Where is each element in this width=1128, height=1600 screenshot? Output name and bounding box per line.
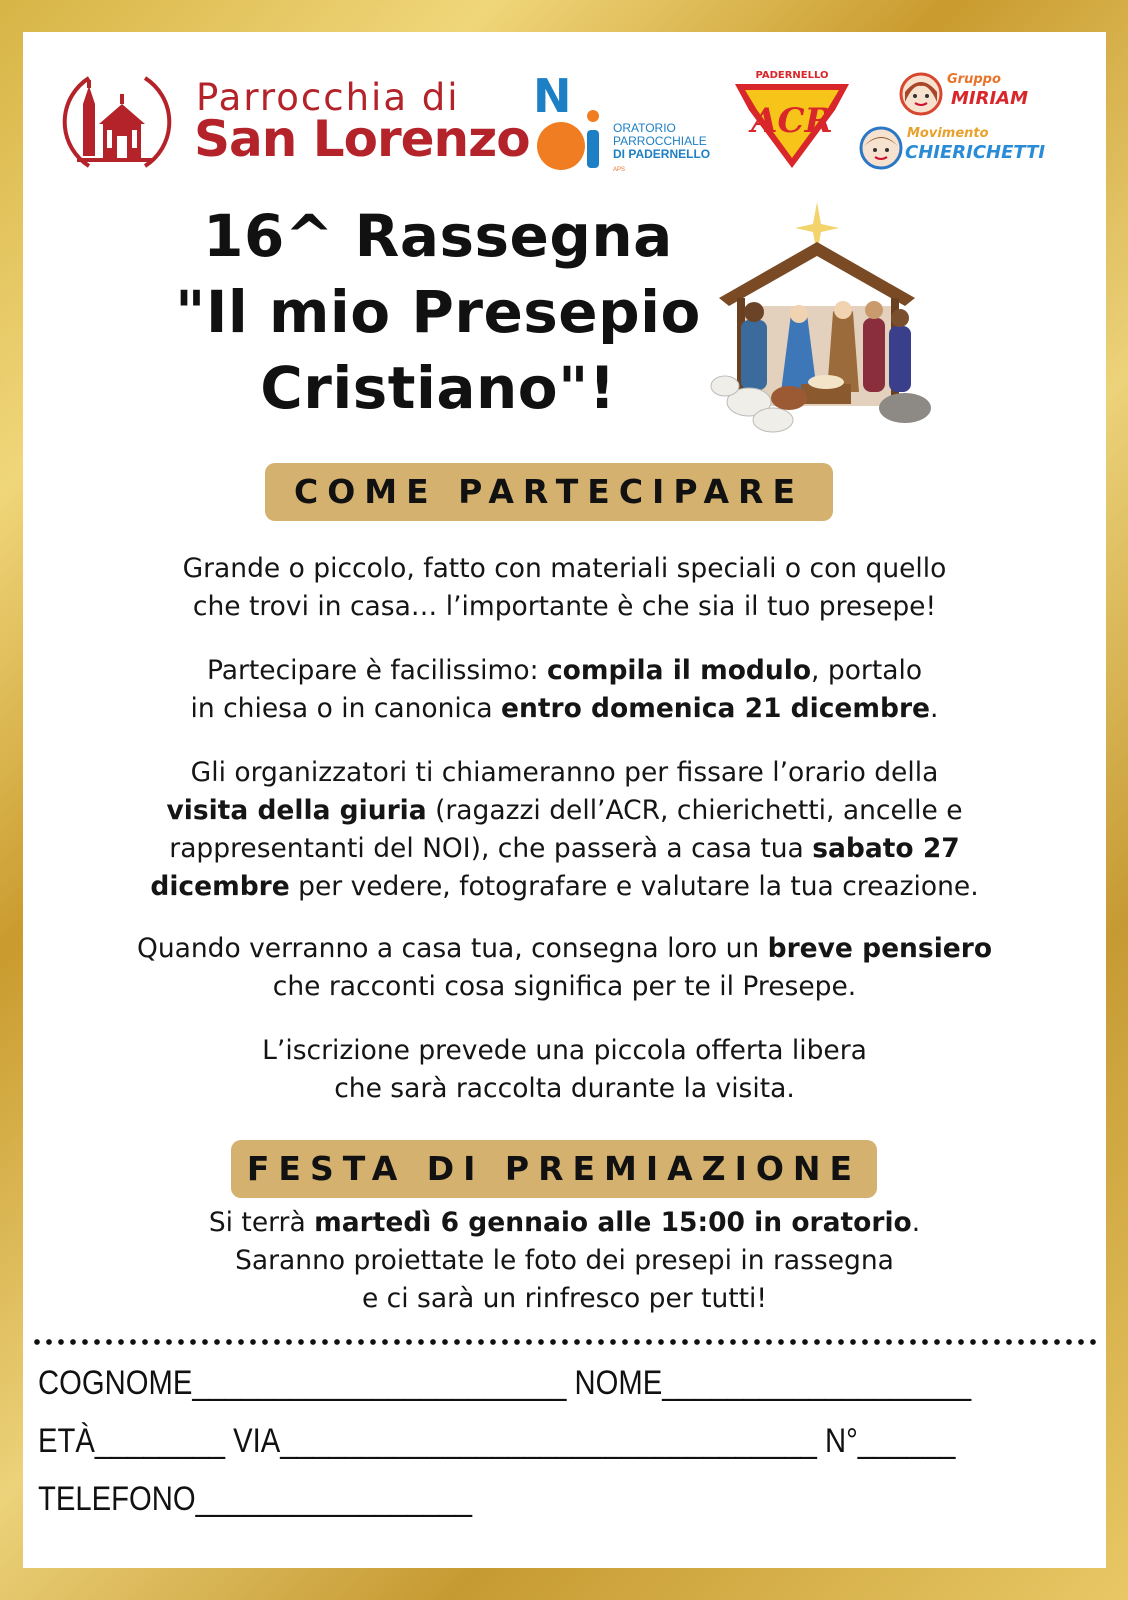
pensiero-text-b: che racconti cosa significa per te il Presepe. — [272, 971, 857, 1002]
acr-top-text: PADERNELLO — [755, 70, 829, 81]
acr-letters: ACR — [751, 101, 833, 141]
parrocchia-line2: San Lorenzo — [194, 110, 530, 168]
noi-line2: PARROCCHIALE — [613, 134, 707, 148]
chierichetti-logo — [859, 124, 1059, 172]
giuria-text-d: per vedere, fotografare e valutare la tua creazione. — [289, 871, 979, 902]
form-cognome-nome[interactable]: COGNOME_______________________ NOME___________________ — [38, 1364, 972, 1402]
premiazione-line2: Saranno proiettate le foto dei presepi in rassegna — [235, 1245, 894, 1276]
paragraph-premiazione — [63, 1204, 1066, 1318]
page-title — [173, 198, 703, 426]
giuria-bold-c: dicembre — [150, 871, 290, 902]
pensiero-bold: breve pensiero — [767, 933, 993, 964]
parrocchia-line1: Parrocchia di — [196, 76, 460, 119]
form-telefono[interactable]: TELEFONO_________________ — [38, 1480, 473, 1518]
flyer-sheet — [23, 32, 1106, 1568]
howto-text-c: in chiesa o in canonica — [190, 693, 502, 724]
howto-text-a: Partecipare è facilissimo: — [206, 655, 547, 686]
noi-oratorio-logo — [531, 72, 731, 172]
title-line3: Cristiano"! — [260, 354, 616, 422]
premiazione-text-b: . — [911, 1207, 921, 1238]
festa-premiazione-heading: FESTA DI PREMIAZIONE — [231, 1140, 877, 1198]
howto-text-b: , portalo — [811, 655, 923, 686]
offerta-line2: che sarà raccolta durante la visita. — [334, 1073, 795, 1104]
giuria-text-a: Gli organizzatori ti chiameranno per fissare l’orario della — [190, 757, 939, 788]
noi-line1: ORATORIO — [613, 121, 676, 135]
paragraph-giuria — [63, 754, 1066, 906]
giuria-bold-b: sabato 27 — [812, 833, 960, 864]
giuria-text-b: (ragazzi dell’ACR, chierichetti, ancelle e — [426, 795, 963, 826]
paragraph-how-to — [63, 652, 1066, 728]
title-line2: "Il mio Presepio — [175, 278, 701, 346]
chier-line2: CHIERICHETTI — [905, 142, 1046, 163]
paragraph-intro — [63, 550, 1066, 626]
gruppo-miriam-logo — [899, 70, 1049, 118]
paragraph-offerta — [63, 1032, 1066, 1108]
miriam-line2: MIRIAM — [951, 88, 1029, 109]
intro-line1: Grande o piccolo, fatto con materiali speciali o con quello — [182, 553, 947, 584]
miriam-face-icon — [899, 72, 943, 116]
cut-line-divider — [31, 1338, 1101, 1346]
form-eta-via-numero[interactable]: ETÀ________ VIA_________________________________ N°______ — [38, 1422, 956, 1460]
noi-line3: DI PADERNELLO — [613, 147, 711, 161]
pensiero-text-a: Quando verranno a casa tua, consegna loro un — [136, 933, 768, 964]
noi-aps: APS — [613, 167, 626, 173]
giuria-text-c: rappresentanti del NOI), che passerà a casa tua — [169, 833, 813, 864]
chier-line1: Movimento — [907, 126, 989, 141]
premiazione-line3: e ci sarà un rinfresco per tutti! — [361, 1283, 768, 1314]
noi-letter: N — [533, 72, 572, 123]
howto-bold-a: compila il modulo — [546, 655, 812, 686]
church-icon — [49, 66, 189, 176]
howto-text-d: . — [930, 693, 939, 724]
intro-line2: che trovi in casa… l’importante è che sia il tuo presepe! — [192, 591, 937, 622]
chierichetto-face-icon — [859, 126, 903, 170]
parrocchia-logo — [49, 66, 530, 176]
acr-shield-icon — [727, 64, 857, 174]
premiazione-text-a: Si terrà — [208, 1207, 315, 1238]
acr-logo — [727, 64, 857, 174]
title-line1: 16^ Rassegna — [203, 202, 673, 270]
nativity-scene-icon — [709, 202, 949, 437]
offerta-line1: L’iscrizione prevede una piccola offerta libera — [262, 1035, 867, 1066]
giuria-bold-a: visita della giuria — [166, 795, 427, 826]
paragraph-pensiero — [63, 930, 1066, 1006]
miriam-line1: Gruppo — [947, 72, 1001, 87]
noi-mark-icon — [531, 72, 611, 172]
noi-text — [613, 122, 710, 174]
howto-bold-b: entro domenica 21 dicembre — [501, 693, 931, 724]
come-partecipare-heading: COME PARTECIPARE — [265, 463, 833, 521]
premiazione-bold: martedì 6 gennaio alle 15:00 in oratorio — [314, 1207, 912, 1238]
